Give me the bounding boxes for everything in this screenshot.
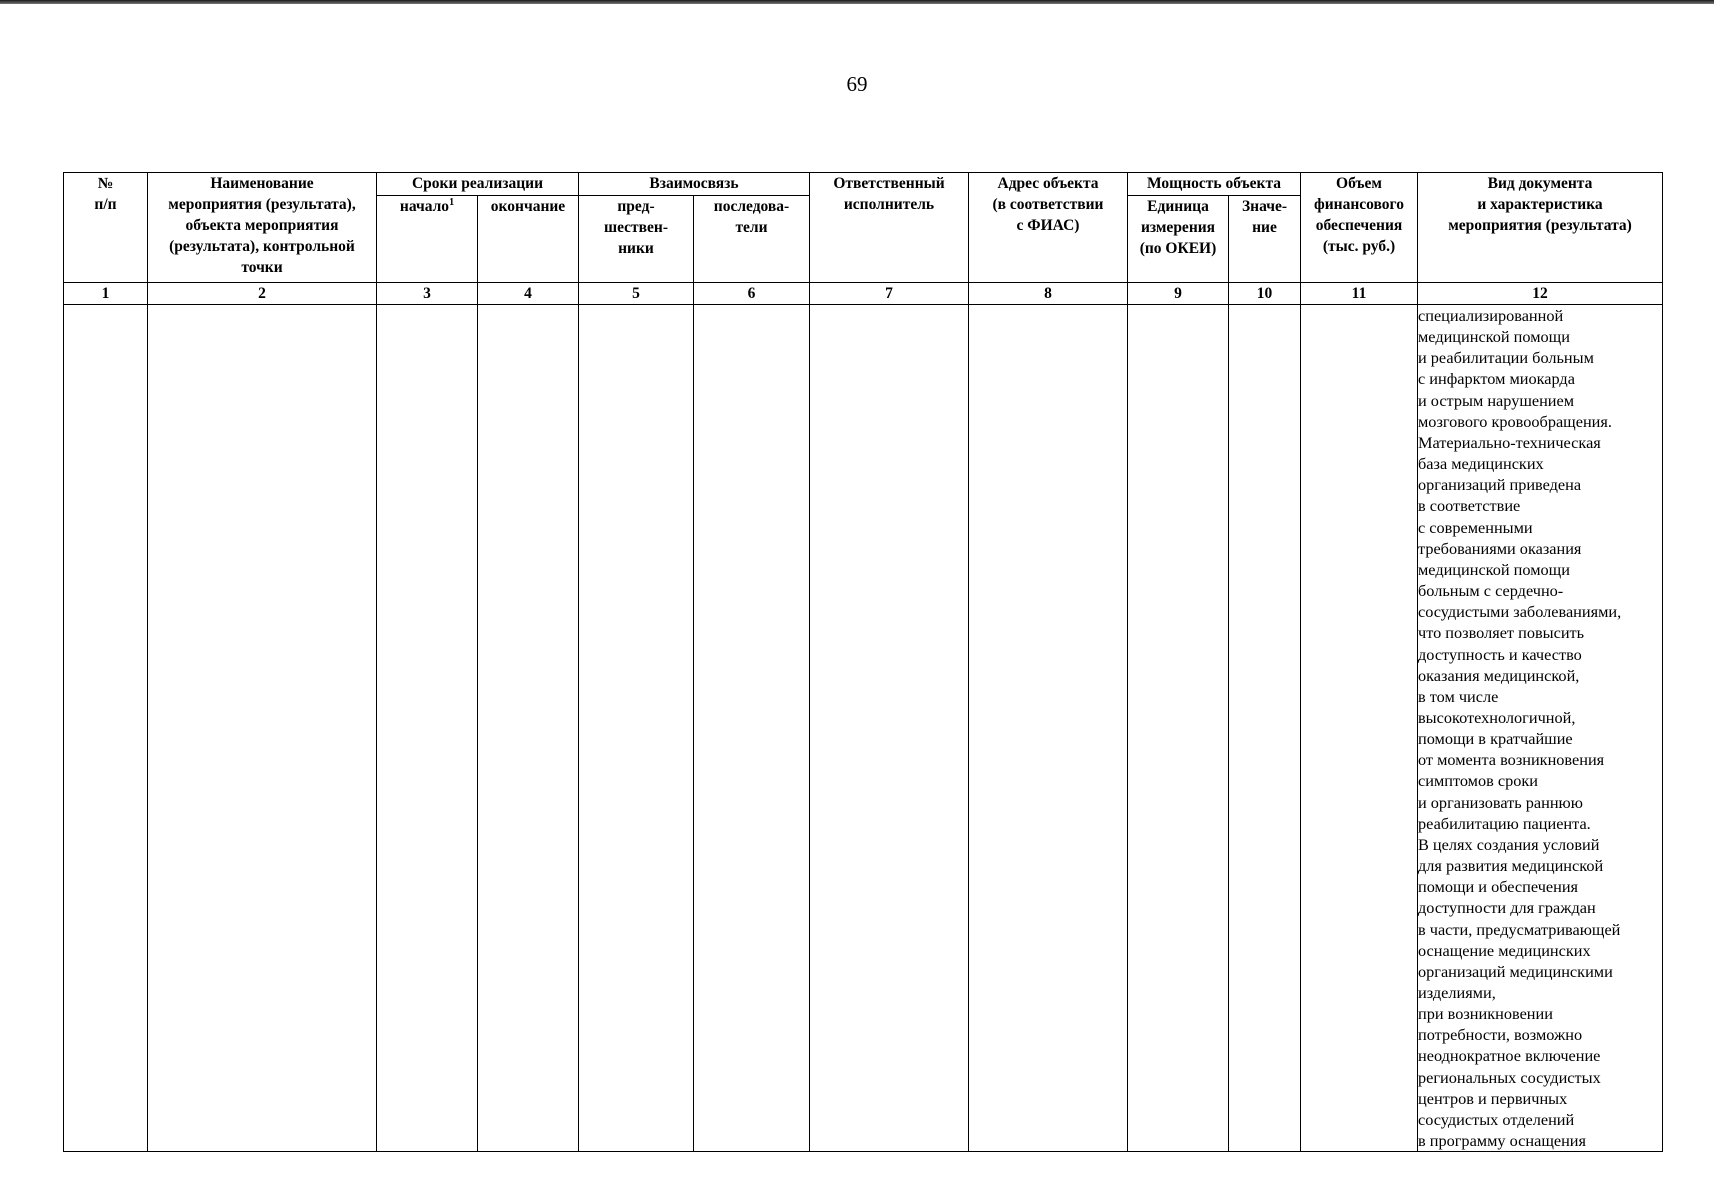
text-line: доступность и качество [1418,644,1582,664]
text-line: в программу оснащения [1418,1131,1587,1151]
header-document-type [1418,173,1663,283]
text-line: медицинской помощи [1418,559,1570,579]
cell-address [969,305,1128,1152]
text-line: и характеристика [1477,196,1603,213]
header-funding [1301,173,1418,283]
cell-successors [694,305,810,1152]
column-number: 12 [1418,283,1663,305]
text-line: ники [618,240,654,257]
text-line: Материально-техническая [1418,432,1601,452]
text-line: шествен- [604,219,668,236]
text-line: изделиями, [1418,983,1496,1002]
text-line: № [97,175,114,192]
text-line: исполнитель [843,196,935,213]
text-line: высокотехнологичной, [1418,707,1576,727]
text-line: медицинской помощи [1418,327,1570,347]
text-line: и острым нарушением [1418,390,1575,410]
text-line: в части, предусматривающей [1418,919,1621,939]
text-line: база медицинских [1418,454,1544,474]
header-number [64,173,148,283]
cell-name [148,305,377,1152]
header-start-label: начало [399,198,450,215]
header-responsible [810,173,969,283]
column-number: 2 [148,283,377,305]
text-line: в том числе [1418,686,1499,706]
column-number: 5 [579,283,694,305]
header-successors [694,196,810,283]
header-implementation-terms: Сроки реализации [377,173,579,196]
header-predecessors [579,196,694,283]
text-line: и реабилитации больным [1418,348,1594,368]
text-line: В целях создания условий [1418,834,1600,854]
page-number: 69 [846,72,868,96]
text-line: обеспечения [1315,217,1403,234]
table-row [64,305,1663,1152]
header-start [377,196,478,283]
text-line: региональных сосудистых [1418,1067,1601,1087]
text-line: Значе- [1241,198,1288,215]
text-line: оснащение медицинских [1418,940,1591,960]
text-line: оказания медицинской, [1418,665,1580,685]
text-line: в соответствие [1418,496,1521,516]
header-relationship: Взаимосвязь [579,173,810,196]
text-line: (по ОКЕИ) [1139,240,1217,257]
column-number: 10 [1229,283,1301,305]
text-line: (результата), контрольной [169,238,355,255]
top-border-line [0,0,1714,4]
column-number: 9 [1128,283,1229,305]
cell-value [1229,305,1301,1152]
text-line: (тыс. руб.) [1322,238,1396,255]
column-number: 8 [969,283,1128,305]
text-line: больным с сердечно- [1418,581,1564,601]
text-line: что позволяет повысить [1418,623,1585,643]
text-line: последова- [713,198,790,215]
text-line: помощи в кратчайшие [1418,729,1573,749]
text-line: измерения [1140,219,1216,236]
text-line: организаций медицинскими [1418,961,1613,981]
header-value [1229,196,1301,283]
text-line: требованиями оказания [1418,538,1582,558]
text-line: доступности для граждан [1418,898,1596,918]
header-capacity: Мощность объекта [1128,173,1301,196]
plan-table [63,172,1663,1152]
header-name [148,173,377,283]
text-line: пред- [617,198,655,215]
text-line: симптомов сроки [1418,771,1539,791]
cell-document-description [1418,305,1663,1152]
text-line: Наименование [210,175,314,192]
text-line: Вид документа [1487,175,1593,192]
cell-number [64,305,148,1152]
text-line: (в соответствии [992,196,1104,213]
cell-responsible [810,305,969,1152]
column-number: 1 [64,283,148,305]
text-line: организаций приведена [1418,475,1582,495]
text-line: сосудистыми заболеваниями, [1418,602,1622,622]
text-line: Единица [1147,198,1209,215]
text-line: для развития медицинской [1418,856,1604,876]
text-line: точки [241,259,283,276]
text-line: помощи и обеспечения [1418,877,1579,897]
text-line: и организовать раннюю [1418,792,1583,812]
text-line: ние [1252,219,1277,236]
text-line: Объем [1336,175,1382,192]
text-line: реабилитацию пациента. [1418,813,1591,833]
text-line: потребности, возможно [1418,1025,1583,1045]
header-unit [1128,196,1229,283]
text-line: тели [735,219,768,236]
text-line: центров и первичных [1418,1088,1568,1108]
text-line: финансового [1314,196,1404,213]
text-line: мозгового кровообращения. [1418,411,1612,431]
text-line: с инфарктом миокарда [1418,369,1575,389]
cell-predecessors [579,305,694,1152]
text-line: мероприятия (результата) [1448,217,1632,234]
header-address [969,173,1128,283]
column-number: 7 [810,283,969,305]
column-number: 3 [377,283,478,305]
text-line: от момента возникновения [1418,750,1605,770]
text-line: при возникновении [1418,1004,1553,1024]
header-end: окончание [478,196,579,283]
column-number: 6 [694,283,810,305]
footnote-mark: 1 [449,196,455,208]
text-line: специализированной [1418,306,1564,325]
text-line: мероприятия (результата), [168,196,356,213]
text-line: с ФИАС) [1016,217,1080,234]
cell-funding [1301,305,1418,1152]
text-line: сосудистых отделений [1418,1109,1575,1129]
text-line: п/п [94,196,117,213]
cell-end [478,305,579,1152]
text-line: неоднократное включение [1418,1046,1601,1066]
cell-start [377,305,478,1152]
text-line: объекта мероприятия [185,217,339,234]
column-number: 4 [478,283,579,305]
text-line: Ответственный [833,175,945,192]
text-line: с современными [1418,517,1533,537]
cell-unit [1128,305,1229,1152]
text-line: Адрес объекта [997,175,1099,192]
column-number: 11 [1301,283,1418,305]
